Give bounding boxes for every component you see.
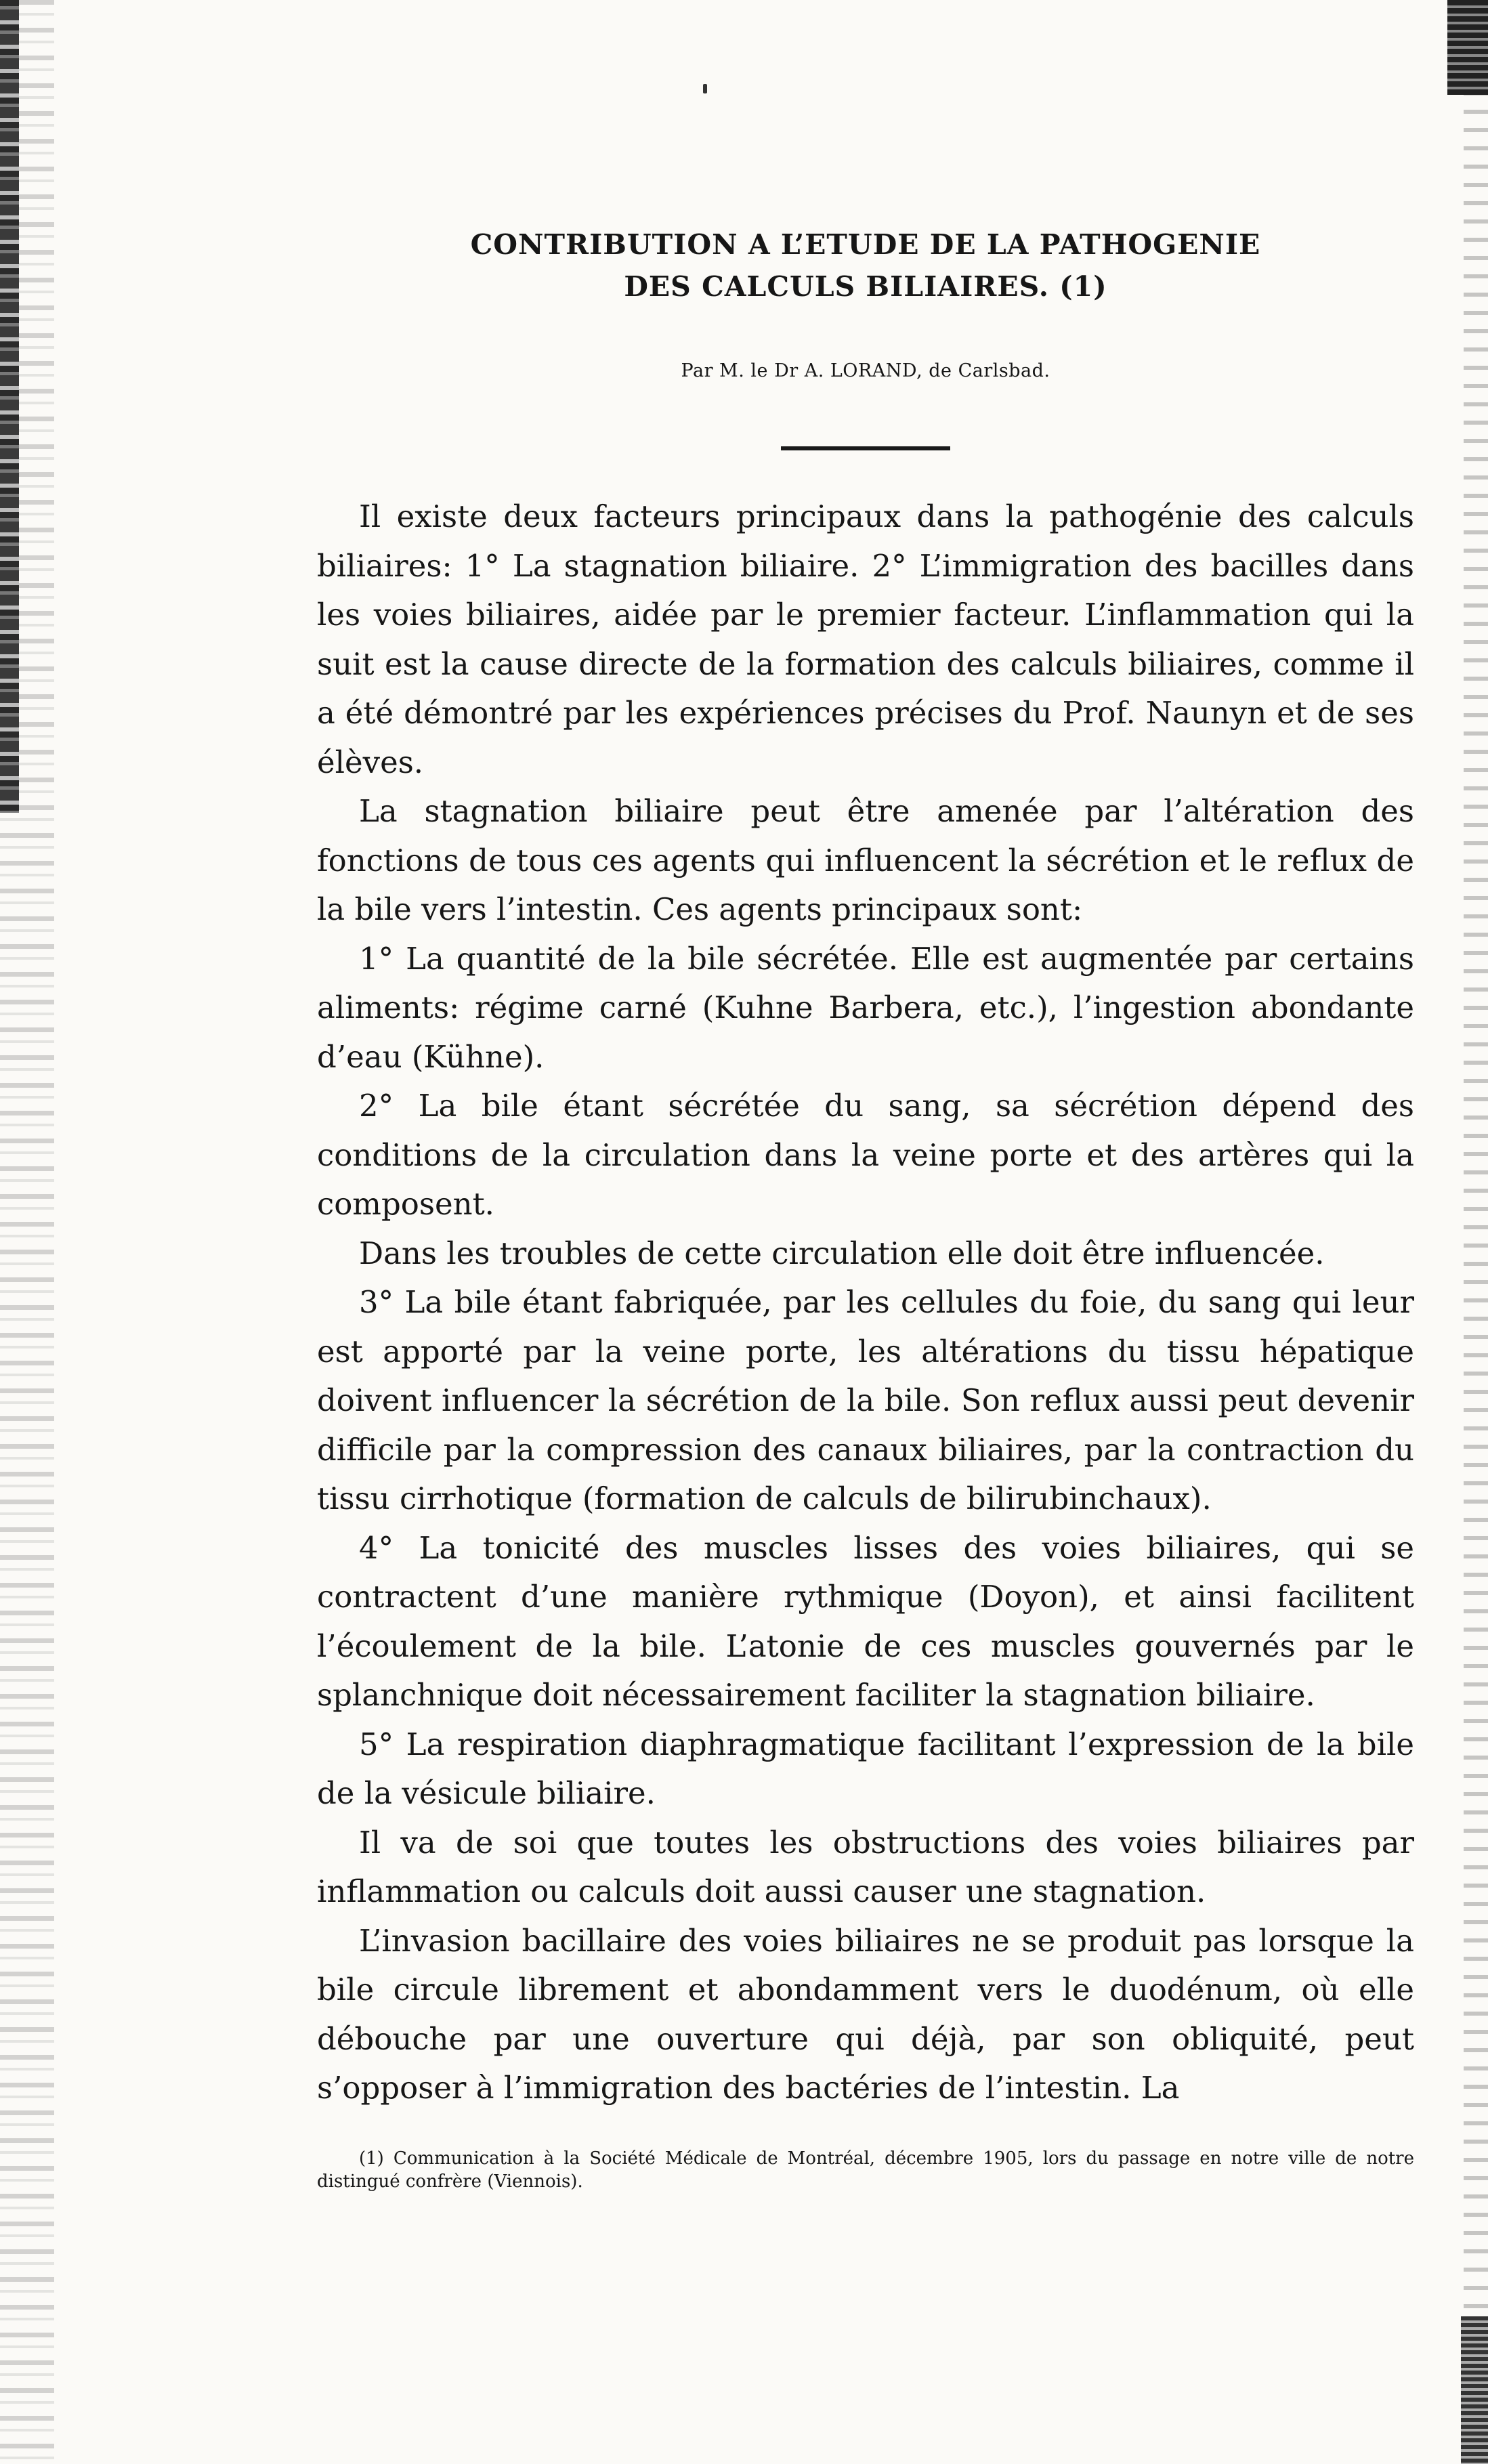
paragraph-invasion: L’invasion bacillaire des voies biliaires ne se produit pas lorsque la bile circule librement et abondamment vers le duodénum, où elle débouche par une ouverture qui déjà, par son obliquité, peut s’opposer à l’immigration des bactéries de l’intestin. La	[317, 1922, 1414, 2106]
paragraph-point-4: 4° La tonicité des muscles lisses des voies biliaires, qui se contractent d’une manière rythmique (Doyon), et ainsi facilitent l’écoulement de la bile. L’atonie de ces muscles gouvernés par le splanchnique doit nécessairement faciliter la stagnation biliaire.	[317, 1529, 1414, 1713]
author-byline: Par M. le Dr A. LORAND, de Carlsbad.	[681, 360, 1050, 381]
article-body	[317, 492, 1414, 2113]
footnote: (1) Communication à la Société Médicale de Montréal, décembre 1905, lors du passage en notre ville de notre distingué confrère (Viennois).	[317, 2148, 1414, 2192]
article-title-line-2: DES CALCULS BILIAIRES. (1)	[624, 270, 1107, 303]
paragraph-circulation: Dans les troubles de cette circulation elle doit être influencée.	[359, 1235, 1325, 1271]
paragraph-point-5: 5° La respiration diaphragmatique facilitant l’expression de la bile de la vésicule biliaire.	[317, 1726, 1414, 1811]
scan-edge-right-bottom	[1461, 2316, 1488, 2464]
separator-rule	[781, 446, 950, 450]
paragraph-point-3: 3° La bile étant fabriquée, par les cellules du foie, du sang qui leur est apporté par la veine porte, les altérations du tissu hépatique doivent influencer la sécrétion de la bile. Son reflux aussi peut devenir difficile par la compression des canaux biliaires, par la contraction du tissu cirrhotique (formation de calculs de bilirubinchaux).	[317, 1284, 1414, 1516]
document-page	[317, 224, 1414, 2193]
paragraph-stagnation: La stagnation biliaire peut être amenée par l’altération des fonctions de tous ces agents qui influencent la sécrétion et le reflux de la bile vers l’intestin. Ces agents principaux sont:	[317, 793, 1414, 927]
paragraph-point-1: 1° La quantité de la bile sécrétée. Elle est augmentée par certains aliments: régime carné (Kuhne Barbera, etc.), l’ingestion abondante d’eau (Kühne).	[317, 940, 1414, 1075]
scan-edge-left-dark	[0, 0, 19, 813]
paragraph-point-2: 2° La bile étant sécrétée du sang, sa sécrétion dépend des conditions de la circulation dans la veine porte et des artères qui la composent.	[317, 1088, 1414, 1222]
paragraph-obstructions: Il va de soi que toutes les obstructions des voies biliaires par inflammation ou calculs doit aussi causer une stagnation.	[317, 1824, 1414, 1909]
scan-edge-right-top	[1447, 0, 1488, 95]
scan-edge-right	[1464, 0, 1488, 2464]
paragraph-intro: Il existe deux facteurs principaux dans la pathogénie des calculs biliaires: 1° La stagnation biliaire. 2° L’immigration des bacilles dans les voies biliaires, aidée par le premier facteur. L’inflammation qui la suit est la cause directe de la formation des calculs biliaires, comme il a été démontré par les expériences précises du Prof. Naunyn et de ses élèves.	[317, 498, 1414, 780]
stray-ink-mark	[703, 84, 707, 93]
article-title-line-1: CONTRIBUTION A L’ETUDE DE LA PATHOGENIE	[470, 228, 1261, 261]
